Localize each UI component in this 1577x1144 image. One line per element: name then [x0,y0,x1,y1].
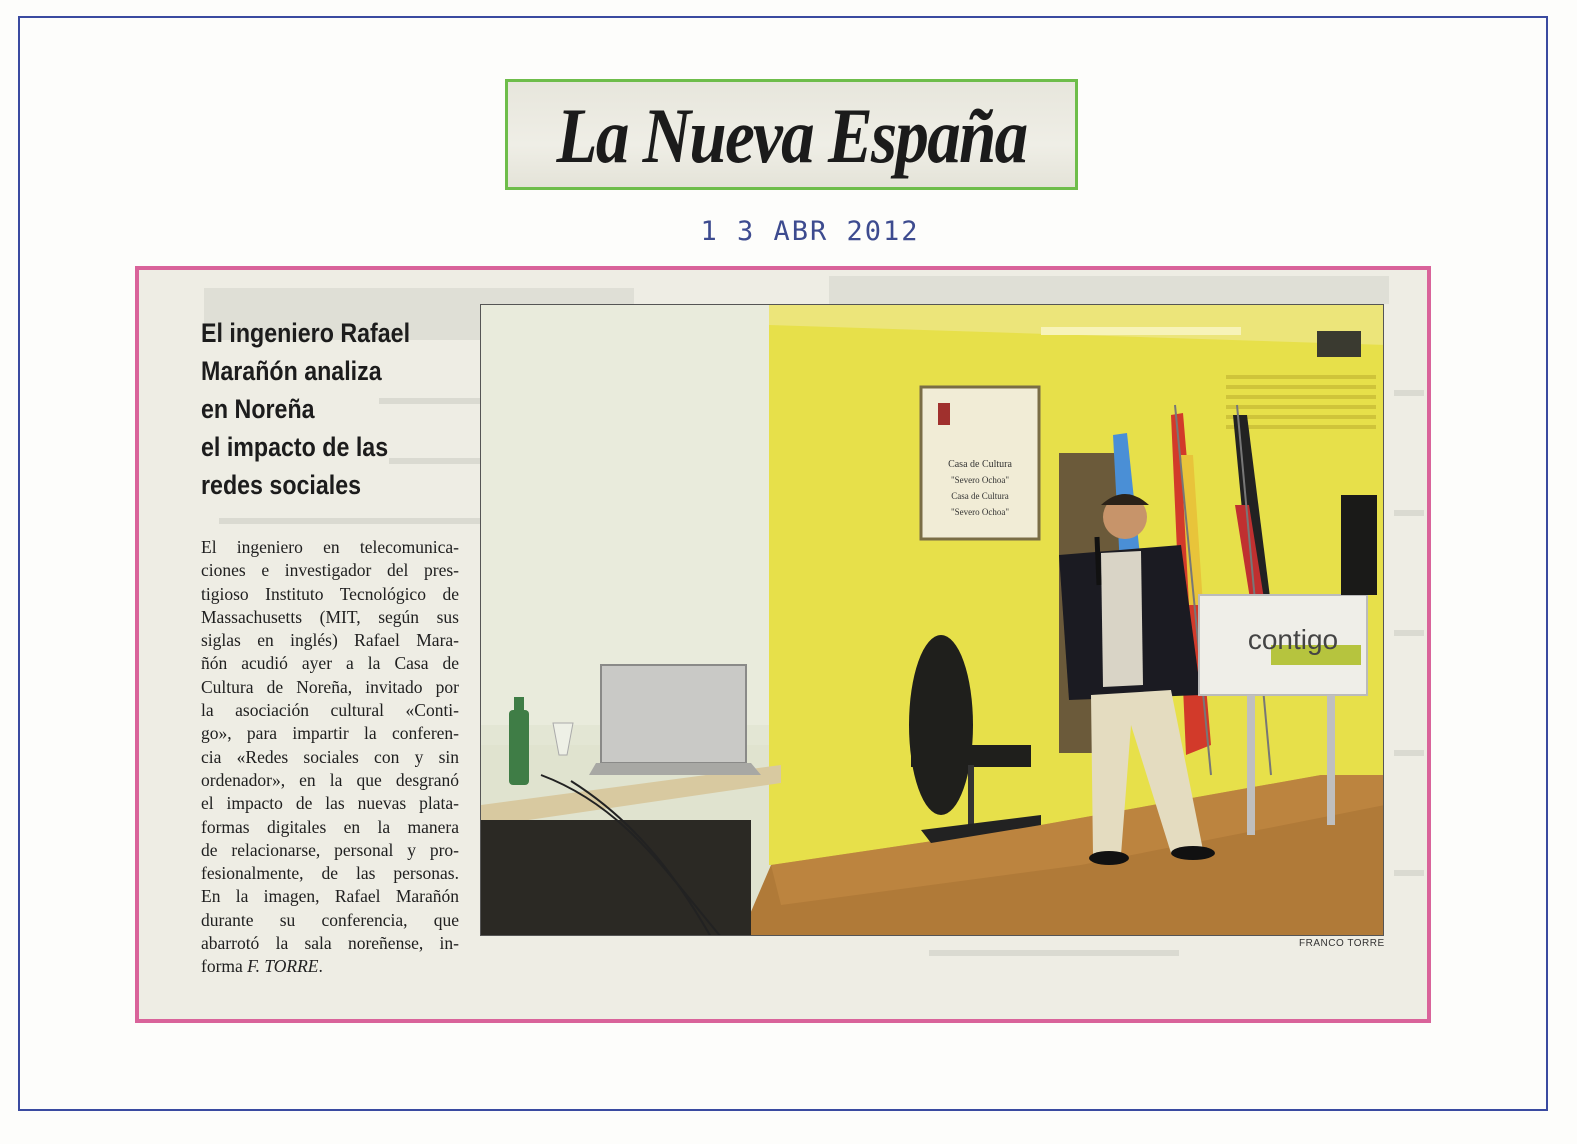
body-line: el impacto de las nuevas plata- [201,793,459,814]
body-line: abarrotó la sala noreñense, in- [201,933,459,954]
bleed-through-block [829,276,1389,304]
body-line: ñón acudió ayer a la Casa de [201,653,459,674]
bleed-through-line [1394,510,1424,516]
headline-line: El ingeniero Rafael [201,318,411,348]
body-line: go», para impartir la conferen- [201,723,459,744]
body-line: ciones e investigador del pres- [201,560,459,581]
byline-author: F. TORRE [247,956,319,977]
photo-illustration [481,305,1384,936]
bleed-through-line [1394,390,1424,396]
article-photo [480,304,1384,936]
plaque-line: "Severo Ochoa" [950,507,1010,517]
body-line: formas digitales en la manera [201,816,459,837]
body-line: tigioso Instituto Tecnológico de [201,583,459,604]
body-line: la asociación cultural «Conti- [201,700,459,721]
photo-credit: FRANCO TORRE [1299,938,1385,949]
masthead-box [505,79,1078,190]
headline-line: Marañón analiza [201,356,382,386]
lectern-label: contigo [1247,624,1339,655]
headline-line: redes sociales [201,470,362,500]
body-line: de relacionarse, personal y pro- [201,839,459,860]
body-line: Cultura de Noreña, invitado por [201,676,459,697]
newspaper-clipping [135,266,1431,1023]
body-line: ordenador», en la que desgranó [201,769,459,790]
headline-line: en Noreña [201,394,315,424]
bleed-through-line [219,518,499,524]
body-line: Massachusetts (MIT, según sus [201,606,459,627]
headline-line: el impacto de las [201,432,389,462]
bleed-through-line [1394,750,1424,756]
article-headline [201,314,450,504]
body-last-suffix: . [318,956,323,977]
body-last-prefix: forma [201,956,248,977]
body-line: durante su conferencia, que [201,909,459,930]
plaque-line: "Severo Ochoa" [950,475,1010,485]
masthead-title: La Nueva España [556,92,1027,179]
wall-plaque [921,387,1039,539]
body-line: cia «Redes sociales con y sin [201,746,459,767]
date-stamp: 1 3 ABR 2012 [700,216,920,247]
bleed-through-line [1394,630,1424,636]
article-body [201,536,459,979]
body-line-last [201,955,459,978]
bleed-through-line [929,950,1179,956]
body-line: fesionalmente, de las personas. [201,863,459,884]
body-line: El ingeniero en telecomunica- [201,537,459,557]
plaque-line: Casa de Cultura [951,491,1009,501]
plaque-line: Casa de Cultura [948,459,1012,470]
body-line: siglas en inglés) Rafael Mara- [201,630,459,651]
body-line: En la imagen, Rafael Marañón [201,886,459,907]
bleed-through-line [1394,870,1424,876]
